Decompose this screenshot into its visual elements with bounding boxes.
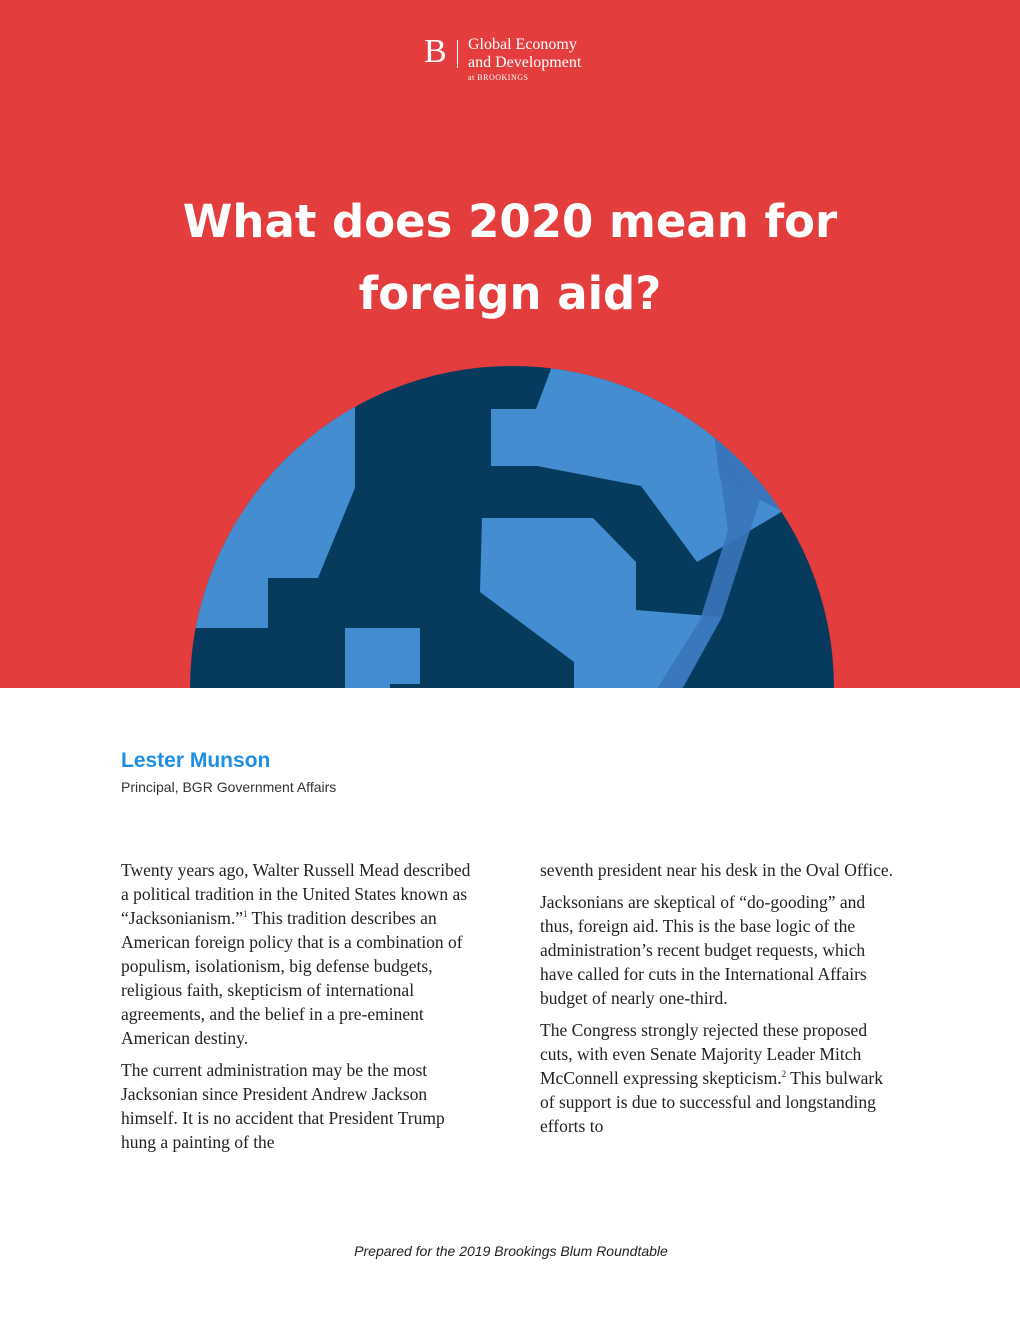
logo-line-1: Global Economy [468,36,577,53]
logo-line-2: and Development [468,54,582,71]
logo-mark: B [424,33,447,70]
paragraph [121,858,481,1050]
paragraph-text: This tradition describes an American foreign policy that is a combination of populism, isolationism, big defense budgets, religious faith, skepticism of international agreements, and the belief in a pre-eminent American destiny. [121,908,463,1048]
footer-text: Prepared for the 2019 Brookings Blum Roundtable [354,1243,668,1259]
paragraph-text: This bulwark of support is due to successful and longstanding efforts to [540,1068,883,1136]
paragraph-text: The Congress strongly rejected these proposed cuts, with even Senate Majority Leader Mitch McConnell expressing skepticism. [540,1020,868,1088]
paragraph: seventh president near his desk in the Oval Office. [540,860,893,880]
body-column-right [540,858,900,1146]
author-role: Principal, BGR Government Affairs [121,779,337,795]
author-name: Lester Munson [121,749,271,772]
paragraph: Jacksonians are skeptical of “do-gooding” and thus, foreign aid. This is the base logic of the administration’s recent budget requests, which have called for cuts in the International Affairs budget of nearly one-third. [540,892,867,1008]
title-line-2: foreign aid? [358,267,662,320]
footnote-marker: 2 [781,1069,787,1079]
body-column-left [121,858,481,1162]
logo-line-3: at BROOKINGS [468,73,529,82]
paragraph-text: Twenty years ago, Walter Russell Mead described a political tradition in the United States known as “Jacksonianism.” [121,860,471,928]
footer-note [0,1242,1020,1260]
footnote-marker: 1 [242,909,248,919]
paragraph [540,1018,900,1138]
title-line-1: What does 2020 mean for [182,195,838,248]
paragraph: The current administration may be the most Jacksonian since President Andrew Jackson himself. It is no accident that President Trump hung a painting of the [121,1060,445,1152]
